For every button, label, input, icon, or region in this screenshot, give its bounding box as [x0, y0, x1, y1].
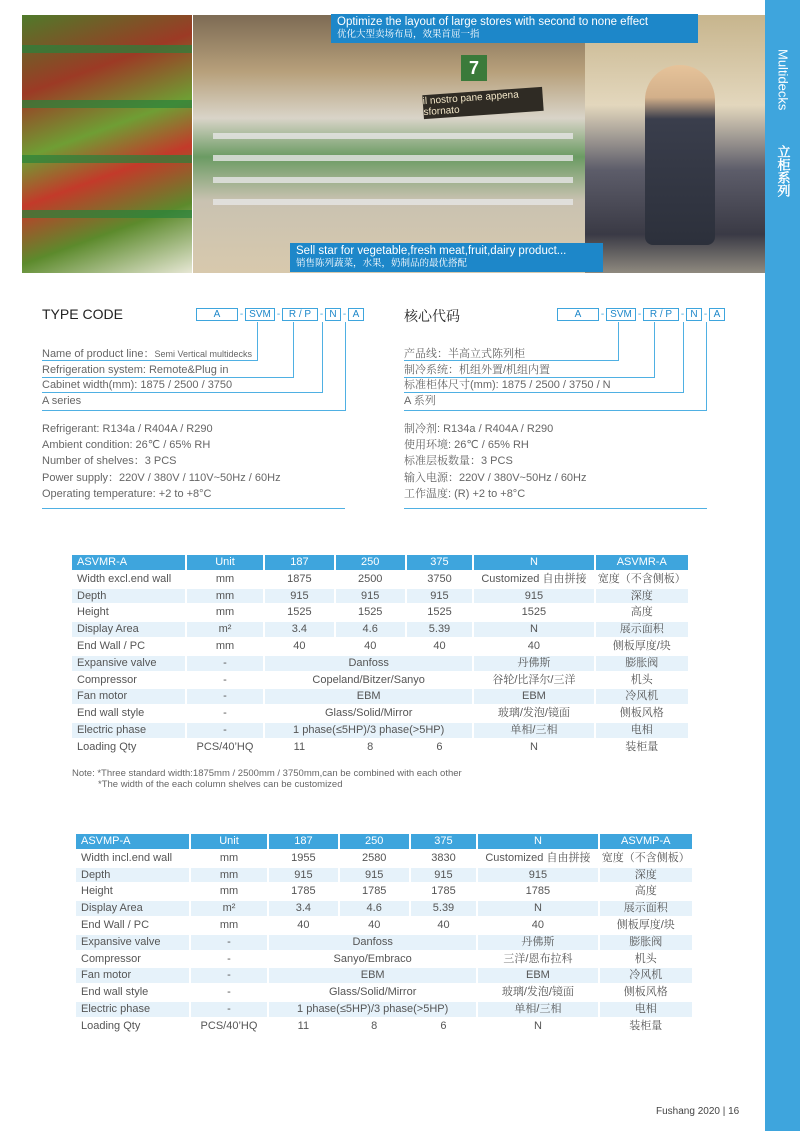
- table-cell: End Wall / PC: [72, 639, 185, 654]
- table-cell: Width excl.end wall: [72, 572, 185, 587]
- legend-line: 产品线：半高立式陈列柜: [404, 348, 525, 360]
- code-box-series: A: [196, 308, 238, 321]
- type-code-specs-zh: [404, 421, 587, 502]
- spec-line: Power supply：220V / 380V / 110V~50Hz / 60Hz: [42, 471, 281, 484]
- table-cell: Depth: [72, 589, 185, 604]
- shopper-figure: [645, 65, 715, 245]
- type-code-specs: [42, 421, 281, 502]
- code-box-refrigeration: R / P: [643, 308, 679, 321]
- header-cell: ASVMR-A: [72, 555, 185, 570]
- spec-line: 使用环境: 26℃ / 65% RH: [404, 439, 529, 452]
- table-cell: Compressor: [72, 673, 185, 688]
- table-cell: Loading Qty: [72, 740, 185, 755]
- spec-line: 输入电源：220V / 380V~50Hz / 60Hz: [404, 471, 587, 484]
- table-cell: Height: [76, 884, 189, 899]
- table-cell: 冷风机: [596, 689, 689, 704]
- table-cell: EBM: [269, 968, 476, 983]
- header-cell: Unit: [187, 555, 263, 570]
- table-cell: mm: [191, 851, 267, 866]
- table-cell: mm: [187, 605, 263, 620]
- caption-top-english: Optimize the layout of large stores with second to none effect: [337, 16, 649, 28]
- table-row: [72, 673, 688, 688]
- table-cell: 展示面积: [596, 622, 689, 637]
- spec-line: Operating temperature: +2 to +8°C: [42, 487, 212, 500]
- table-cell: Glass/Solid/Mirror: [265, 706, 472, 721]
- table-cell: Fan motor: [72, 689, 185, 704]
- type-code-legend-zh: [404, 347, 611, 409]
- table-cell: 冷风机: [600, 968, 693, 983]
- table-header-row: [72, 555, 688, 570]
- table-row: [72, 706, 688, 721]
- table-header-row: [76, 834, 692, 849]
- table-cell: 3750: [407, 572, 473, 587]
- table-note: [72, 768, 462, 790]
- table-cell: 40: [411, 918, 477, 933]
- table-cell: -: [187, 706, 263, 721]
- table-cell: 高度: [600, 884, 693, 899]
- table-cell: 1 phase(≤5HP)/3 phase(>5HP): [269, 1002, 476, 1017]
- header-cell: 375: [407, 555, 473, 570]
- table-cell: -: [187, 689, 263, 704]
- table-cell: 2580: [340, 851, 409, 866]
- table-cell: mm: [191, 918, 267, 933]
- table-row: [72, 572, 688, 587]
- table-cell: 915: [265, 589, 334, 604]
- table-cell: Loading Qty: [76, 1019, 189, 1034]
- code-box-a-series: A: [709, 308, 725, 321]
- code-box-product-line: SVM: [245, 308, 275, 321]
- table-cell: 40: [265, 639, 334, 654]
- table-cell: 3830: [411, 851, 477, 866]
- header-cell: 187: [265, 555, 334, 570]
- table-row: [76, 901, 692, 916]
- legend-line: A series: [42, 394, 82, 407]
- header-cell: ASVMP-A: [76, 834, 189, 849]
- note-line-1: Note: *Three standard width:1875mm / 2500mm / 3750mm,can be combined with each other: [72, 768, 462, 779]
- spec-line: 制冷剂: R134a / R404A / R290: [404, 423, 554, 435]
- table-row: [76, 968, 692, 983]
- spec-line: Number of shelves：3 PCS: [42, 455, 177, 468]
- table-cell: 4.6: [336, 622, 405, 637]
- header-cell: 250: [340, 834, 409, 849]
- table-cell: 谷轮/比泽尔/三洋: [474, 673, 593, 688]
- table-cell: Danfoss: [269, 935, 476, 950]
- type-code-title: TYPE CODE: [42, 306, 123, 322]
- table-cell: m²: [191, 901, 267, 916]
- caption-top-chinese: 优化大型卖场布局，效果首屈一指: [337, 29, 480, 40]
- legend-line: 制冷系统：机组外置/机组内置: [404, 363, 551, 376]
- photo-caption-bottom: [290, 243, 603, 272]
- side-tab-english-label: Multidecks: [775, 49, 791, 111]
- table-cell: Copeland/Bitzer/Sanyo: [265, 673, 472, 688]
- table-cell: 1955: [269, 851, 338, 866]
- table-cell: 展示面积: [600, 901, 693, 916]
- table-cell: N: [478, 1019, 597, 1034]
- table-cell: 5.39: [411, 901, 477, 916]
- table-cell: 8: [340, 1019, 409, 1034]
- table-cell: 侧板风格: [596, 706, 689, 721]
- table-cell: Electric phase: [76, 1002, 189, 1017]
- table-cell: 1525: [474, 605, 593, 620]
- header-cell: 375: [411, 834, 477, 849]
- type-code-legend: [42, 347, 252, 409]
- page-footer: Fushang 2020 | 16: [656, 1106, 740, 1117]
- table-cell: 915: [474, 589, 593, 604]
- table-cell: 40: [478, 918, 597, 933]
- table-cell: Danfoss: [265, 656, 472, 671]
- spec-table-asvmp: [74, 832, 694, 1036]
- table-cell: 深度: [596, 589, 689, 604]
- table-cell: 宽度（不含侧板）: [596, 572, 689, 587]
- table-cell: 丹佛斯: [474, 656, 593, 671]
- caption-bottom-chinese: 销售陈列蔬菜，水果，奶制品的最优搭配: [296, 258, 468, 269]
- table-cell: 40: [269, 918, 338, 933]
- table-cell: 4.6: [340, 901, 409, 916]
- table-cell: 1875: [265, 572, 334, 587]
- table-cell: 5.39: [407, 622, 473, 637]
- code-box-product-line: SVM: [606, 308, 636, 321]
- table-row: [72, 740, 688, 755]
- header-cell: 250: [336, 555, 405, 570]
- table-cell: Display Area: [76, 901, 189, 916]
- table-cell: Depth: [76, 868, 189, 883]
- table-cell: -: [191, 985, 267, 1000]
- table-cell: 3.4: [269, 901, 338, 916]
- photo-caption-top: [331, 14, 698, 43]
- table-row: [76, 1002, 692, 1017]
- type-code-boxes-zh: A - SVM - R / P - N - A: [557, 308, 725, 321]
- table-cell: N: [474, 740, 593, 755]
- legend-line: Name of product line：Semi Vertical multidecks: [42, 348, 253, 360]
- side-tab-chinese-label: 立柜系列: [775, 145, 791, 197]
- legend-line: 标准柜体尺寸(mm): 1875 / 2500 / 3750 / N: [404, 379, 611, 392]
- legend-line: Cabinet width(mm): 1875 / 2500 / 3750: [42, 379, 233, 392]
- table-cell: EBM: [265, 689, 472, 704]
- table-cell: 侧板厚度/块: [596, 639, 689, 654]
- shopper-photo: [585, 15, 765, 273]
- note-line-2: *The width of the each column shelves can be customized: [98, 779, 343, 790]
- table-cell: m²: [187, 622, 263, 637]
- table-cell: Sanyo/Embraco: [269, 952, 476, 967]
- type-code-title-zh: 核心代码: [404, 308, 460, 324]
- table-cell: -: [191, 968, 267, 983]
- table-cell: -: [187, 656, 263, 671]
- spec-line: 标准层板数量：3 PCS: [404, 455, 513, 468]
- table-cell: EBM: [474, 689, 593, 704]
- table-cell: -: [191, 1002, 267, 1017]
- code-box-a-series: A: [348, 308, 364, 321]
- table-cell: 单相/三相: [474, 723, 593, 738]
- vegetable-display-photo: [22, 15, 192, 273]
- table-cell: Display Area: [72, 622, 185, 637]
- table-cell: -: [187, 723, 263, 738]
- table-row: [72, 723, 688, 738]
- code-box-width: N: [325, 308, 341, 321]
- table-row: [72, 622, 688, 637]
- table-cell: N: [474, 622, 593, 637]
- header-cell: 187: [269, 834, 338, 849]
- table-cell: 1785: [340, 884, 409, 899]
- table-cell: 915: [411, 868, 477, 883]
- table-cell: -: [191, 935, 267, 950]
- table-cell: End wall style: [72, 706, 185, 721]
- table-cell: 1525: [265, 605, 334, 620]
- table-cell: 装柜量: [596, 740, 689, 755]
- header-cell: ASVMP-A: [600, 834, 693, 849]
- table-cell: 40: [340, 918, 409, 933]
- table-row: [72, 589, 688, 604]
- table-cell: 玻璃/发泡/镜面: [478, 985, 597, 1000]
- table-row: [76, 985, 692, 1000]
- table-cell: -: [191, 952, 267, 967]
- table-cell: Electric phase: [72, 723, 185, 738]
- code-box-width: N: [686, 308, 702, 321]
- table-cell: End wall style: [76, 985, 189, 1000]
- table-row: [72, 639, 688, 654]
- table-cell: 玻璃/发泡/镜面: [474, 706, 593, 721]
- table-row: [72, 689, 688, 704]
- header-cell: ASVMR-A: [596, 555, 689, 570]
- table-row: [72, 605, 688, 620]
- table-cell: mm: [187, 639, 263, 654]
- table-row: [76, 851, 692, 866]
- table-cell: 40: [474, 639, 593, 654]
- table-cell: PCS/40’HQ: [191, 1019, 267, 1034]
- table-cell: 1 phase(≤5HP)/3 phase(>5HP): [265, 723, 472, 738]
- table-cell: Compressor: [76, 952, 189, 967]
- table-cell: 915: [336, 589, 405, 604]
- legend-line: A 系列: [404, 394, 436, 407]
- spec-line: 工作温度: (R) +2 to +8°C: [404, 487, 526, 500]
- table-cell: mm: [191, 884, 267, 899]
- aisle-number-sign: 7: [461, 55, 487, 81]
- table-cell: 6: [411, 1019, 477, 1034]
- table-cell: 3.4: [265, 622, 334, 637]
- table-cell: 1525: [407, 605, 473, 620]
- table-cell: 1785: [269, 884, 338, 899]
- table-cell: -: [187, 673, 263, 688]
- store-sign: il nostro pane appena sfornato: [422, 87, 543, 119]
- table-cell: 机头: [600, 952, 693, 967]
- table-cell: 40: [336, 639, 405, 654]
- table-cell: 电相: [600, 1002, 693, 1017]
- table-cell: N: [478, 901, 597, 916]
- table-cell: mm: [187, 572, 263, 587]
- table-cell: 6: [407, 740, 473, 755]
- table-cell: Expansive valve: [76, 935, 189, 950]
- table-cell: 侧板厚度/块: [600, 918, 693, 933]
- table-cell: 915: [407, 589, 473, 604]
- header-cell: N: [474, 555, 593, 570]
- table-cell: 40: [407, 639, 473, 654]
- table-cell: 1525: [336, 605, 405, 620]
- table-cell: 1785: [478, 884, 597, 899]
- header-cell: N: [478, 834, 597, 849]
- table-cell: Customized 自由拼接: [474, 572, 593, 587]
- table-row: [76, 884, 692, 899]
- table-cell: Glass/Solid/Mirror: [269, 985, 476, 1000]
- table-row: [72, 656, 688, 671]
- table-cell: 机头: [596, 673, 689, 688]
- table-cell: 915: [478, 868, 597, 883]
- table-cell: 单相/三相: [478, 1002, 597, 1017]
- table-cell: Width incl.end wall: [76, 851, 189, 866]
- code-box-refrigeration: R / P: [282, 308, 318, 321]
- table-cell: mm: [187, 589, 263, 604]
- table-cell: mm: [191, 868, 267, 883]
- table-cell: 高度: [596, 605, 689, 620]
- table-cell: EBM: [478, 968, 597, 983]
- table-cell: 8: [336, 740, 405, 755]
- header-cell: Unit: [191, 834, 267, 849]
- table-row: [76, 868, 692, 883]
- spec-line: Refrigerant: R134a / R404A / R290: [42, 423, 213, 435]
- table-cell: 深度: [600, 868, 693, 883]
- table-row: [76, 1019, 692, 1034]
- table-cell: 915: [269, 868, 338, 883]
- type-code-boxes: A - SVM - R / P - N - A: [196, 308, 364, 321]
- table-cell: 1785: [411, 884, 477, 899]
- spec-table-asvmr: [70, 553, 690, 757]
- table-cell: 2500: [336, 572, 405, 587]
- table-cell: Fan motor: [76, 968, 189, 983]
- table-cell: 侧板风格: [600, 985, 693, 1000]
- table-cell: Customized 自由拼接: [478, 851, 597, 866]
- supermarket-multideck-photo: [193, 15, 585, 273]
- table-cell: End Wall / PC: [76, 918, 189, 933]
- table-row: [76, 952, 692, 967]
- code-box-series: A: [557, 308, 599, 321]
- table-cell: 915: [340, 868, 409, 883]
- table-cell: Height: [72, 605, 185, 620]
- table-cell: 丹佛斯: [478, 935, 597, 950]
- table-cell: 电相: [596, 723, 689, 738]
- table-cell: 膨胀阀: [596, 656, 689, 671]
- table-cell: 装柜量: [600, 1019, 693, 1034]
- legend-line: Refrigeration system: Remote&Plug in: [42, 363, 229, 376]
- spec-line: Ambient condition: 26℃ / 65% RH: [42, 439, 211, 452]
- table-row: [76, 918, 692, 933]
- table-cell: 宽度（不含侧板）: [600, 851, 693, 866]
- table-cell: 11: [265, 740, 334, 755]
- table-row: [76, 935, 692, 950]
- caption-bottom-english: Sell star for vegetable,fresh meat,fruit,dairy product...: [296, 245, 567, 257]
- table-cell: 三洋/恩布拉科: [478, 952, 597, 967]
- table-cell: 膨胀阀: [600, 935, 693, 950]
- table-cell: 11: [269, 1019, 338, 1034]
- table-cell: PCS/40’HQ: [187, 740, 263, 755]
- table-cell: Expansive valve: [72, 656, 185, 671]
